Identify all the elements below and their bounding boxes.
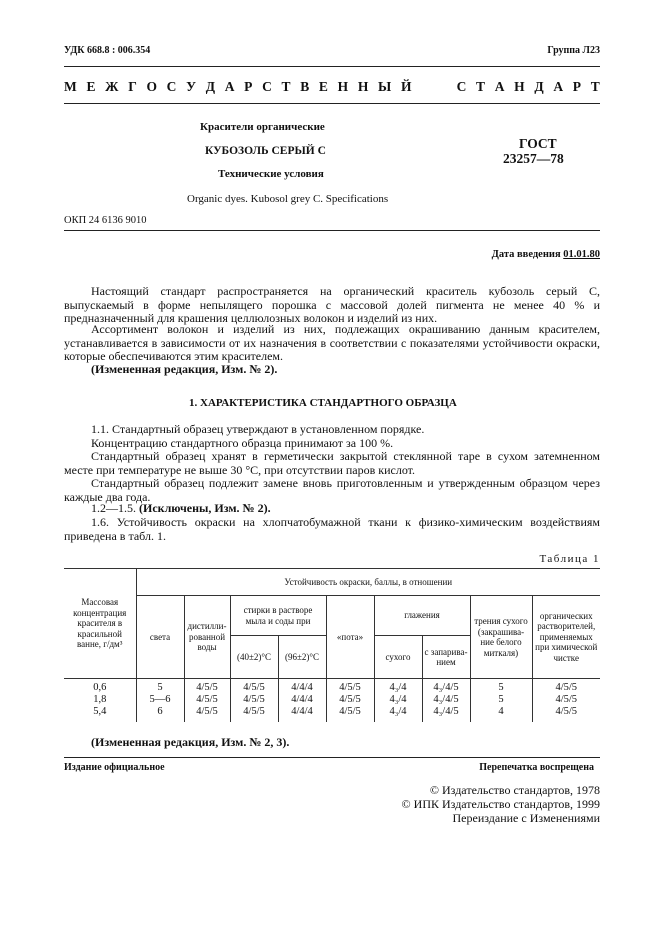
table-cell: 1,8 [64,694,136,706]
table-cell: 5,4 [64,706,136,722]
table-cell: 5 [136,679,184,695]
intro-date [492,249,600,260]
banner-letter: Т [476,79,486,94]
table-cell: 4/5/5 [532,706,600,722]
table-row [64,679,600,695]
banner-letter: Р [244,79,253,94]
clause-storage: Стандартный образец хранят в герметически закрытой стеклянной таре в сухом затемненном месте при температуре не выше 30 °С, при отсутствии паров кислот. [64,449,600,477]
banner-letter: С [456,79,467,94]
table-row [64,694,600,706]
table-cell: 4/5/5 [230,694,278,706]
table-cell: 4/5/5 [326,679,374,695]
table-cell: 4/5/5 [184,679,230,695]
table-cell: 5 [470,679,532,695]
udk-code: УДК 668.8 : 006.354 [64,45,151,56]
banner-letter: Е [86,79,96,94]
table-cell: 4₃/4 [374,679,422,695]
table-row [64,706,600,722]
copyright-1978: © Издательство стандартов, 1978 [429,783,600,797]
table-cell: 4₃/4/5 [422,694,470,706]
gost-number: 23257—78 [503,151,564,166]
table-cell: 4/4/4 [278,706,326,722]
product-name: КУБОЗОЛЬ СЕРЫЙ С [205,145,326,157]
table-cell: 4₃/4 [374,706,422,722]
intro-date-label: Дата введения [491,249,561,260]
english-title: Organic dyes. Kubosol grey C. Specifications [187,193,389,205]
table-caption: Таблица 1 [539,553,600,565]
th-washing: стирки в растворе мыла и соды при [230,596,326,636]
section-title: 1. ХАРАКТЕРИСТИКА СТАНДАРТНОГО ОБРАЗЦА [189,397,457,409]
banner-letter: Ы [378,79,392,94]
banner-letter: С [262,79,272,94]
group-code: Группа Л23 [547,45,600,56]
banner-letter: У [186,79,197,94]
th-sweat: «пота» [326,596,374,679]
paragraph-scope: Настоящий стандарт распространяется на органический краситель кубозоль серый С, выпускаемый в форме непылящего порошка с массовой долей пигмента не менее 40 % и предназначенный для крашения целлюлозных волокон и изделий из них. [64,284,600,325]
banner-letter: А [224,79,235,94]
clause-excluded-note: (Исключены, Изм. № 2). [139,501,271,515]
banner-letter: Р [572,79,582,94]
th-iron-dry: сухого [374,636,422,679]
okp-code: ОКП 24 6136 9010 [64,215,147,226]
banner-letter: В [300,79,310,94]
copyright-1999: © ИПК Издательство стандартов, 1999 [401,797,600,811]
table-cell: 4/4/4 [278,694,326,706]
table-cell: 5—6 [136,694,184,706]
th-wash-40: (40±2)°С [230,636,278,679]
banner-letter: Н [514,79,525,94]
color-fastness-table [64,568,600,722]
table-cell: 4/5/5 [230,706,278,722]
banner-letter: Г [128,79,137,94]
reissue-note: Переиздание с Изменениями [452,811,600,825]
title-rule [64,230,600,231]
th-wash-96: (96±2)°С [278,636,326,679]
table-cell: 4/5/5 [326,706,374,722]
banner-letter: Н [337,79,349,94]
table-cell: 4₃/4/5 [422,706,470,722]
intro-date-value: 01.01.80 [563,249,600,260]
after-table-amendment: (Измененная редакция, Изм. № 2, 3). [91,735,290,749]
banner-letter: С [166,79,177,94]
banner-letter [439,79,447,95]
th-fastness-group: Устойчивость окраски, баллы, в отношении [136,569,600,596]
banner-letter: М [64,79,77,94]
table-cell: 5 [470,694,532,706]
table-cell: 4₃/4/5 [422,679,470,695]
banner-letter: Н [357,79,369,94]
interstate-standard-banner [64,79,600,95]
banner-letter [421,79,429,95]
table-cell: 4/5/5 [532,679,600,695]
th-distilled-water: дистилли-рованной воды [184,596,230,679]
title-line3: Технические условия [218,168,324,180]
footer-rule [64,757,600,758]
table-cell: 4/5/5 [184,706,230,722]
table-cell: 4 [470,706,532,722]
banner-letter: Т [590,79,600,94]
clause-1-6: 1.6. Устойчивость окраски на хлопчатобумажной ткани к физико-химическим воздействиям приведена в табл. 1. [64,515,600,543]
banner-letter: Т [281,79,291,94]
official-edition: Издание официальное [64,762,165,773]
th-light: света [136,596,184,679]
reprint-prohibited: Перепечатка воспрещена [479,762,594,773]
clause-replacement: Стандартный образец подлежит замене вновь приготовленным и утвержденным образцом через каждые два года. [64,476,600,504]
th-ironing: глажения [374,596,470,636]
clause-concentration: Концентрацию стандартного образца принимают за 100 %. [91,436,394,450]
title-line1: Красители органические [200,121,325,133]
banner-letter: Ж [105,79,119,94]
table-cell: 4/5/5 [184,694,230,706]
table-cell: 4/5/5 [326,694,374,706]
banner-letter: Е [318,79,328,94]
th-concentration: Массовая концентрация красителя в красильной ванне, г/дм³ [64,569,136,679]
banner-letter: Д [205,79,216,94]
paragraph-amendment: (Измененная редакция, Изм. № 2). [91,362,278,376]
table-cell: 4/4/4 [278,679,326,695]
banner-letter: Й [400,79,412,94]
th-organic-solvents: органических растворителей, применяемых при химической чистке [532,596,600,679]
banner-letter: А [553,79,564,94]
table-cell: 6 [136,706,184,722]
banner-letter: А [494,79,505,94]
table-cell: 4₃/4 [374,694,422,706]
clause-1-1: 1.1. Стандартный образец утверждают в установленном порядке. [91,422,425,436]
paragraph-assortment: Ассортимент волокон и изделий из них, подлежащих окрашиванию данным красителем, устанавливается в зависимости от их назначения в соответствии с показателями устойчивости окраски, которые обеспечиваются этим красителем. [64,322,600,363]
th-friction: трения сухого (закрашива-ние белого миткаля) [470,596,532,679]
table-cell: 4/5/5 [532,694,600,706]
th-iron-steam: с запарива-нием [422,636,470,679]
header-rule-bottom [64,103,600,104]
gost-label: ГОСТ [519,136,557,151]
clause-excluded-numbers: 1.2—1.5. [91,501,136,515]
banner-letter: О [146,79,157,94]
header-rule-top [64,66,600,67]
clause-excluded [91,502,271,516]
table-cell: 4/5/5 [230,679,278,695]
table-cell: 0,6 [64,679,136,695]
banner-letter: Д [534,79,544,94]
